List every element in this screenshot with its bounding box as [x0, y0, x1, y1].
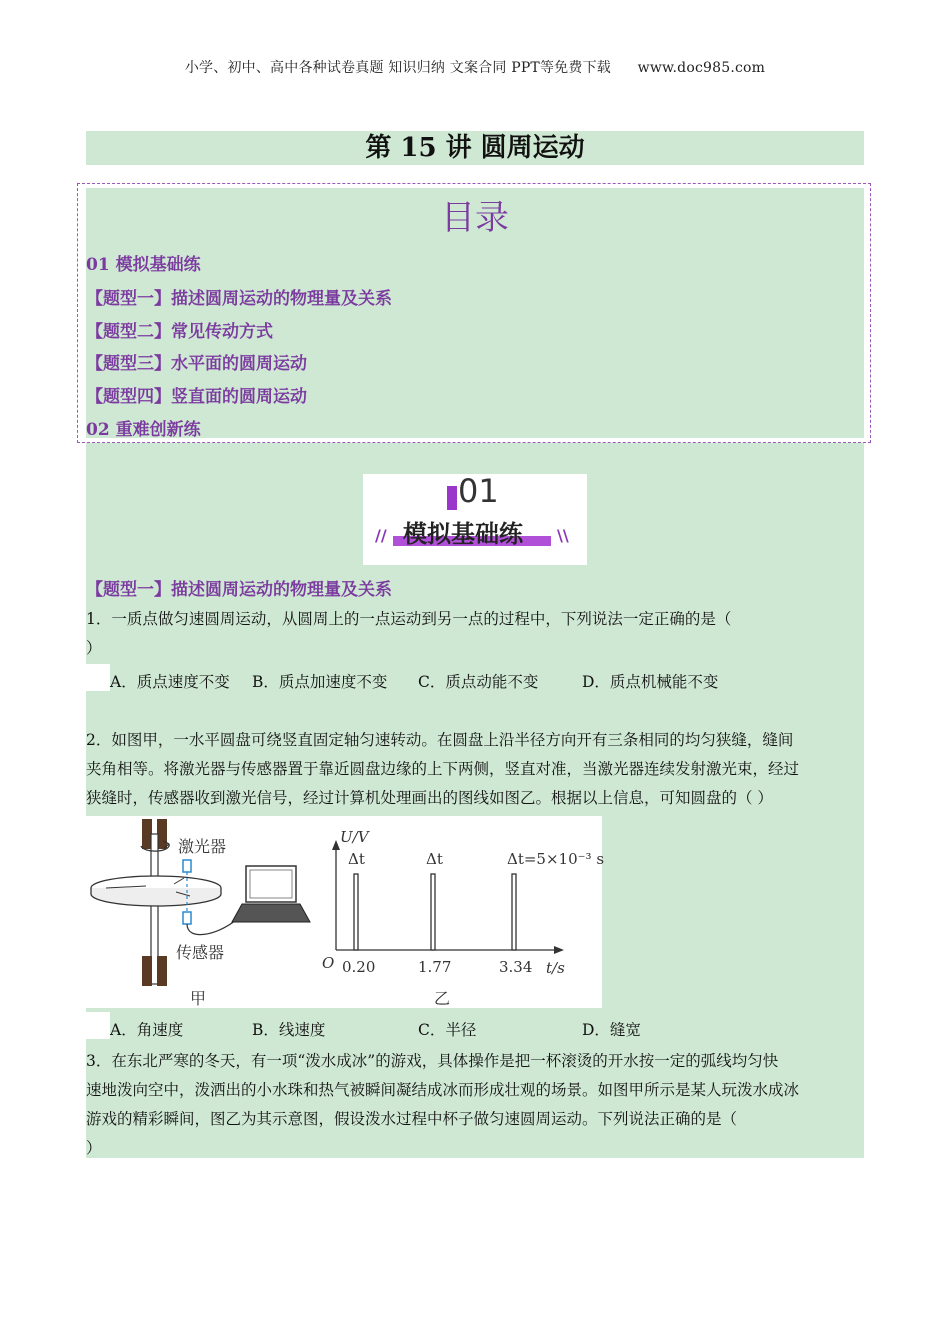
toc-item[interactable]: 01 模拟基础练	[86, 255, 201, 275]
q2-option-b[interactable]: B．线速度	[252, 1021, 326, 1039]
figure-b-label: 乙	[434, 989, 451, 1008]
tick-label: 1.77	[418, 958, 452, 976]
header-text: 小学、初中、高中各种试卷真题 知识归纳 文案合同 PPT等免费下载	[184, 60, 611, 76]
header-url[interactable]: www.doc985.com	[637, 60, 766, 76]
q3-line: 3．在东北严寒的冬天，有一项“泼水成冰”的游戏，具体操作是把一杯滚烫的开水按一定的弧线均匀快	[86, 1052, 779, 1070]
toc-heading: 目录	[441, 198, 509, 238]
clamp-block	[142, 956, 152, 986]
laser-label: 激光器	[178, 837, 227, 856]
badge-slash-left: //	[375, 526, 387, 545]
q3-line: 游戏的精彩瞬间，图乙为其示意图，假设泼水过程中杯子做匀速圆周运动。下列说法正确的是（	[86, 1110, 738, 1128]
figure-a-label: 甲	[190, 989, 207, 1008]
q2-option-c[interactable]: C．半径	[418, 1021, 477, 1039]
section-heading: 【题型一】描述圆周运动的物理量及关系	[86, 580, 392, 600]
q1-option-d[interactable]: D．质点机械能不变	[582, 673, 719, 691]
q3-line: 速地泼向空中，泼洒出的小水珠和热气被瞬间凝结成冰而形成壮观的场景。如图甲所示是某人玩泼水成冰	[86, 1081, 800, 1099]
toc-item[interactable]: 【题型二】常见传动方式	[86, 322, 273, 342]
x-axis-label: t/s	[546, 959, 565, 977]
q1-option-c[interactable]: C．质点动能不变	[418, 673, 539, 691]
badge-number: 01	[458, 472, 499, 510]
y-axis-arrow	[332, 840, 340, 850]
q3-line: ）	[86, 1139, 102, 1157]
badge-label: 模拟基础练	[403, 520, 523, 548]
badge-slash-right: \\	[557, 526, 569, 545]
lecture-title: 第 15 讲 圆周运动	[86, 131, 864, 165]
toc-item[interactable]: 【题型一】描述圆周运动的物理量及关系	[86, 289, 392, 309]
laptop-display	[250, 870, 292, 898]
q1-option-b[interactable]: B．质点加速度不变	[252, 673, 388, 691]
toc-item[interactable]: 【题型三】水平面的圆周运动	[86, 354, 307, 374]
q1-line: ）	[86, 639, 102, 657]
pulse-label: Δt=5×10⁻³ s	[507, 850, 605, 868]
page-header	[0, 57, 950, 77]
x-axis-arrow	[554, 946, 564, 954]
q2-line: 2．如图甲，一水平圆盘可绕竖直固定轴匀速转动。在圆盘上沿半径方向开有三条相同的均匀狭缝，缝间	[86, 731, 794, 749]
tick-label: 0.20	[342, 958, 376, 976]
toc-item[interactable]: 【题型四】竖直面的圆周运动	[86, 387, 307, 407]
tick-label: 3.34	[499, 958, 533, 976]
pulse-label: Δt	[348, 850, 365, 868]
toc-item[interactable]: 02 重难创新练	[86, 420, 201, 440]
q1-option-a[interactable]: A．质点速度不变	[110, 673, 230, 691]
table-of-contents	[77, 183, 871, 443]
q2-option-a[interactable]: A．角速度	[110, 1021, 184, 1039]
q2-figure	[86, 816, 605, 1008]
signal-pulse	[354, 874, 358, 950]
clamp-block	[157, 956, 167, 986]
pulse-label: Δt	[426, 850, 443, 868]
sensor	[183, 912, 191, 924]
badge-accent-bar	[447, 486, 457, 510]
section-badge	[363, 474, 587, 565]
signal-pulse	[431, 874, 435, 950]
laptop-keyboard	[232, 904, 310, 922]
y-axis-label: U/V	[340, 828, 369, 846]
q2-line: 狭缝时，传感器收到激光信号，经过计算机处理画出的图线如图乙。根据以上信息，可知圆盘的（ ）	[86, 789, 773, 807]
q1-stem	[86, 605, 864, 663]
axle	[151, 834, 158, 984]
q2-stem	[86, 726, 864, 813]
option-marker	[86, 664, 110, 691]
q2-line: 夹角相等。将激光器与传感器置于靠近圆盘边缘的上下两侧，竖直对准，当激光器连续发射激光束，经过	[86, 760, 800, 778]
q2-option-d[interactable]: D．缝宽	[582, 1021, 641, 1039]
origin-label: O	[322, 954, 335, 972]
q3-stem	[86, 1047, 864, 1163]
laser-emitter	[183, 860, 191, 872]
q1-line: 1．一质点做匀速圆周运动，从圆周上的一点运动到另一点的过程中，下列说法一定正确的是（	[86, 610, 732, 628]
disc-edge	[91, 888, 221, 906]
sensor-label: 传感器	[176, 943, 225, 962]
signal-pulse	[512, 874, 516, 950]
option-marker	[86, 1012, 110, 1039]
